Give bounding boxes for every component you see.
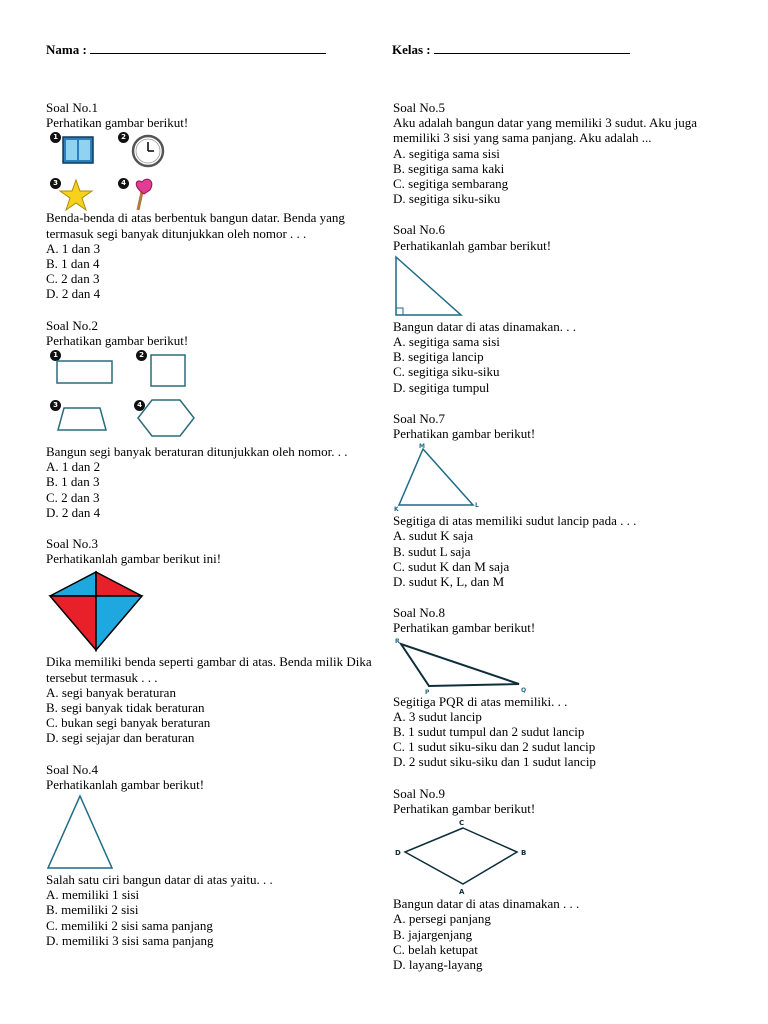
question-title: Soal No.5	[393, 100, 445, 115]
marker-2: 2	[118, 132, 129, 143]
vertex-label-d: D	[395, 849, 401, 858]
option-d[interactable]: D. 2 sudut siku-siku dan 1 sudut lancip	[393, 754, 596, 770]
question-3-figure	[46, 566, 376, 654]
question-instruction: Perhatikanlah gambar berikut!	[393, 237, 552, 253]
question-title: Soal No.8	[393, 605, 445, 621]
question-text: Dika memiliki benda seperti gambar di atas. Benda milik Dika tersebut termasuk . . .	[46, 654, 372, 685]
option-c[interactable]: C. 1 sudut siku-siku dan 2 sudut lancip	[393, 739, 596, 755]
question-6-figure	[393, 253, 728, 319]
window-icon	[62, 136, 94, 164]
marker-2: 2	[136, 350, 147, 361]
question-8	[393, 605, 728, 769]
option-a[interactable]: A. segi banyak beraturan	[46, 684, 176, 700]
question-4-figure	[46, 792, 376, 872]
question-text: Benda-benda di atas berbentuk bangun datar. Benda yang termasuk segi banyak ditunjukkan oleh nomor . . .	[46, 210, 345, 241]
option-b[interactable]: B. jajargenjang	[393, 926, 473, 942]
option-b[interactable]: B. segi banyak tidak beraturan	[46, 700, 205, 716]
options-list	[46, 685, 376, 746]
star-icon	[58, 178, 94, 212]
vertex-label-r: R	[395, 637, 400, 645]
kelas-label: Kelas :	[392, 42, 431, 57]
trapezoid-shape	[56, 406, 108, 432]
marker-3: 3	[50, 400, 61, 411]
question-instruction: Perhatikan gambar berikut!	[393, 800, 536, 816]
vertex-label-m: M	[419, 443, 425, 451]
option-a[interactable]: A. persegi panjang	[393, 911, 491, 927]
option-d[interactable]: D. segitiga tumpul	[393, 379, 490, 395]
options-list	[393, 146, 728, 207]
kelas-field[interactable]	[392, 40, 630, 58]
options-list	[393, 709, 728, 770]
question-7	[393, 411, 728, 589]
question-6	[393, 222, 728, 394]
nama-blank-line[interactable]	[90, 40, 326, 54]
marker-1: 1	[50, 350, 61, 361]
question-3	[46, 536, 376, 746]
question-text: Bangun datar di atas dinamakan. . .	[393, 318, 577, 334]
vertex-label-k: K	[394, 506, 399, 514]
question-4	[46, 762, 376, 948]
option-a[interactable]: A. 1 dan 2	[46, 459, 101, 475]
question-2-figure	[46, 348, 376, 444]
question-1-figure	[46, 130, 376, 210]
option-a[interactable]: A. 3 sudut lancip	[393, 708, 482, 724]
rectangle-shape	[56, 360, 114, 386]
marker-1: 1	[50, 132, 61, 143]
marker-4: 4	[134, 400, 145, 411]
rhombus-abcd	[393, 816, 533, 896]
question-title: Soal No.6	[393, 222, 445, 238]
options-list	[46, 887, 376, 948]
option-c[interactable]: C. memiliki 2 sisi sama panjang	[46, 917, 213, 933]
nama-label: Nama :	[46, 42, 87, 57]
question-text: Segitiga di atas memiliki sudut lancip pada . . .	[393, 513, 637, 529]
option-d[interactable]: D. layang-layang	[393, 956, 483, 972]
kite-shape	[48, 570, 144, 652]
question-1	[46, 100, 376, 302]
question-instruction: Perhatikan gambar berikut!	[46, 332, 189, 348]
question-text: Bangun datar di atas dinamakan . . .	[393, 896, 580, 912]
vertex-label-a: A	[459, 888, 465, 897]
option-b[interactable]: B. 1 sudut tumpul dan 2 sudut lancip	[393, 724, 585, 740]
option-c[interactable]: C. belah ketupat	[393, 941, 478, 957]
question-7-figure	[393, 441, 728, 513]
question-5	[393, 100, 728, 206]
kelas-blank-line[interactable]	[434, 40, 630, 54]
vertex-label-b: B	[521, 849, 527, 858]
question-instruction: Perhatikan gambar berikut!	[46, 115, 189, 131]
vertex-label-q: Q	[521, 686, 527, 694]
option-c[interactable]: C. segitiga sembarang	[393, 176, 509, 192]
options-list	[393, 528, 728, 589]
question-text: Segitiga PQR di atas memiliki. . .	[393, 693, 568, 709]
isosceles-triangle-shape	[46, 794, 114, 872]
question-instruction: Perhatikanlah gambar berikut ini!	[46, 551, 222, 567]
option-a[interactable]: A. 1 dan 3	[46, 240, 101, 256]
options-list	[46, 241, 376, 302]
option-d[interactable]: D. sudut K, L, dan M	[393, 574, 505, 590]
option-b[interactable]: B. sudut L saja	[393, 543, 471, 559]
question-title: Soal No.9	[393, 785, 445, 801]
option-d[interactable]: D. 2 dan 4	[46, 504, 101, 520]
option-c[interactable]: C. 2 dan 3	[46, 271, 100, 287]
option-c[interactable]: C. segitiga siku-siku	[393, 364, 500, 380]
hexagon-shape	[136, 398, 196, 440]
option-b[interactable]: B. memiliki 2 sisi	[46, 902, 139, 918]
marker-4: 4	[118, 178, 129, 189]
option-b[interactable]: B. 1 dan 4	[46, 256, 100, 272]
question-title: Soal No.3	[46, 536, 98, 552]
option-a[interactable]: A. segitiga sama sisi	[393, 145, 500, 161]
right-column	[393, 100, 728, 988]
question-title: Soal No.7	[393, 410, 445, 426]
option-b[interactable]: B. segitiga lancip	[393, 349, 484, 365]
options-list	[393, 334, 728, 395]
options-list	[393, 911, 728, 972]
option-a[interactable]: A. sudut K saja	[393, 528, 474, 544]
question-instruction: Perhatikan gambar berikut!	[393, 426, 536, 442]
options-list	[46, 459, 376, 520]
nama-field[interactable]	[46, 40, 326, 58]
lollipop-icon	[128, 176, 162, 212]
option-c[interactable]: C. sudut K dan M saja	[393, 558, 510, 574]
marker-3: 3	[50, 178, 61, 189]
question-text: Salah satu ciri bangun datar di atas yaitu. . .	[46, 872, 273, 888]
question-2	[46, 318, 376, 520]
clock-icon	[130, 134, 166, 168]
option-d[interactable]: D. memiliki 3 sisi sama panjang	[46, 932, 214, 948]
option-a[interactable]: A. memiliki 1 sisi	[46, 887, 140, 903]
right-triangle-shape	[393, 255, 465, 319]
option-d[interactable]: D. segi sejajar dan beraturan	[46, 730, 195, 746]
question-title: Soal No.2	[46, 317, 98, 333]
question-instruction: Perhatikanlah gambar berikut!	[46, 776, 205, 792]
question-8-figure	[393, 636, 728, 694]
vertex-label-c: C	[459, 819, 465, 828]
left-column	[46, 100, 376, 964]
obtuse-triangle-pqr	[393, 636, 533, 694]
option-c[interactable]: C. bukan segi banyak beraturan	[46, 715, 211, 731]
option-d[interactable]: D. 2 dan 4	[46, 286, 101, 302]
question-text: Bangun segi banyak beraturan ditunjukkan oleh nomor. . .	[46, 444, 348, 460]
acute-triangle-kml	[393, 441, 485, 513]
question-text: Aku adalah bangun datar yang memiliki 3 sudut. Aku juga memiliki 3 sisi yang sama panjang. Aku adalah ...	[393, 115, 697, 146]
option-b[interactable]: B. 1 dan 3	[46, 474, 100, 490]
question-title: Soal No.4	[46, 761, 98, 777]
question-9	[393, 786, 728, 972]
option-c[interactable]: C. 2 dan 3	[46, 489, 100, 505]
option-a[interactable]: A. segitiga sama sisi	[393, 334, 500, 350]
option-b[interactable]: B. segitiga sama kaki	[393, 160, 505, 176]
vertex-label-l: L	[475, 502, 479, 510]
vertex-label-p: P	[425, 688, 430, 694]
square-shape	[150, 354, 188, 388]
question-instruction: Perhatikan gambar berikut!	[393, 620, 536, 636]
question-9-figure	[393, 816, 728, 896]
question-title: Soal No.1	[46, 100, 98, 115]
option-d[interactable]: D. segitiga siku-siku	[393, 191, 501, 207]
